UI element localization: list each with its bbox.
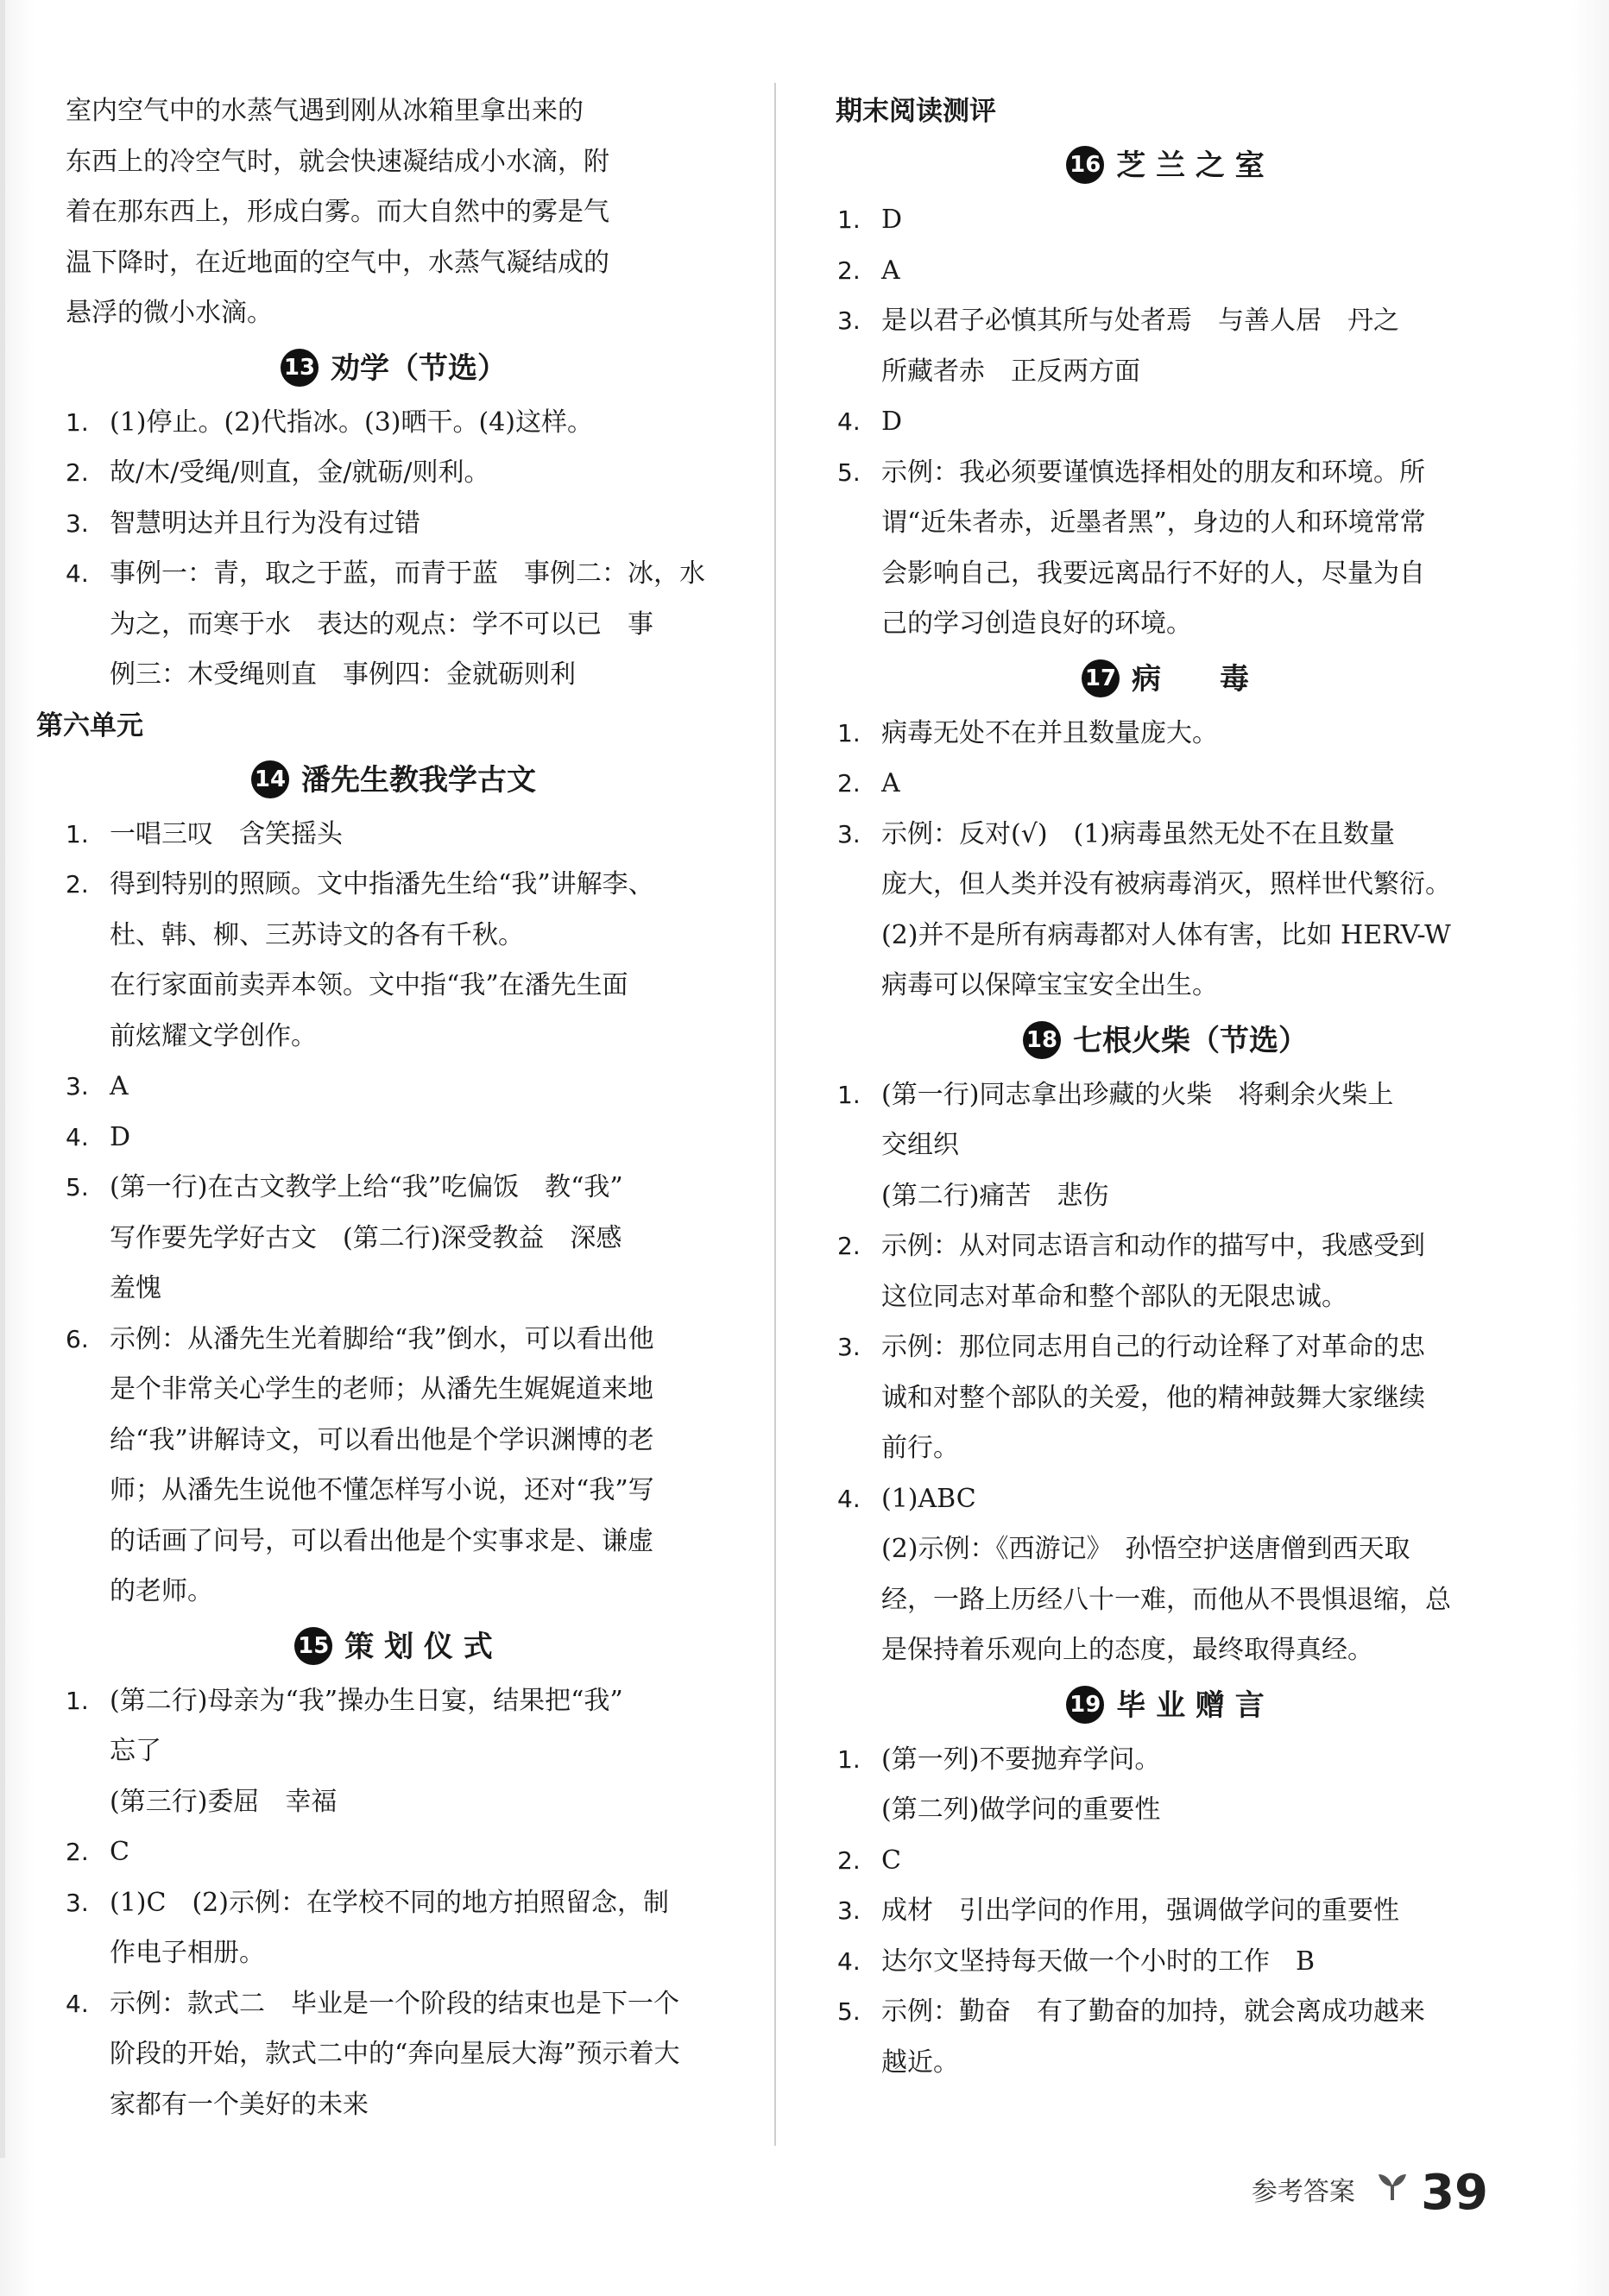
answer-line	[837, 2038, 1493, 2089]
answer-text: 交组织	[881, 1130, 959, 1160]
answer-text: A	[881, 255, 900, 286]
answer-line	[66, 1416, 722, 1467]
answer-line	[837, 709, 1493, 760]
answer-text: 得到特别的照顾。文中指潘先生给“我”讲解李、	[110, 869, 654, 899]
answer-line	[837, 1322, 1493, 1373]
answer-number: 2.	[66, 870, 89, 899]
answer-line	[66, 810, 722, 861]
answer-number: 2.	[837, 769, 861, 798]
page-number: 39	[1421, 2165, 1488, 2221]
lesson-title-18	[837, 1012, 1493, 1070]
answer-line	[837, 195, 1493, 246]
answer-line	[66, 1567, 722, 1618]
answer-line	[66, 1012, 722, 1063]
footer-label: 参考答案	[1251, 2177, 1355, 2207]
lesson-title-text: 七根火柴（节选）	[1073, 1023, 1308, 1058]
answer-number: 1.	[66, 407, 89, 437]
answer-line	[66, 1062, 722, 1113]
answer-line	[66, 1928, 722, 1979]
answer-line	[837, 1937, 1493, 1988]
answer-number: 5.	[66, 1173, 89, 1202]
binding-edge	[0, 0, 5, 2158]
answer-text: (第一列)不要抛弃学问。	[881, 1744, 1161, 1775]
answer-text: (1)C (2)示例：在学校不同的地方拍照留念，制	[110, 1887, 669, 1918]
lesson-title-14	[66, 751, 722, 810]
answer-number: 1.	[837, 1744, 861, 1774]
answer-text: A	[110, 1071, 129, 1101]
lesson-title-text: 毕 业 赠 言	[1116, 1687, 1265, 1723]
answer-text: (第一行)在古文教学上给“我”吃偏饭 教“我”	[110, 1172, 623, 1202]
answer-number: 1.	[837, 205, 861, 234]
answer-number: 6.	[66, 1324, 89, 1353]
answer-line	[837, 1524, 1493, 1575]
answer-line	[66, 1315, 722, 1366]
answer-text: C	[110, 1837, 129, 1867]
answer-text: 病毒无处不在并且数量庞大。	[881, 717, 1218, 748]
answer-line	[837, 296, 1493, 347]
answer-line	[837, 1423, 1493, 1474]
answer-number: 3.	[837, 819, 861, 848]
answer-text: D	[881, 205, 903, 235]
answer-text: 杜、韩、柳、三苏诗文的各有千秋。	[110, 919, 524, 950]
answer-text: 师；从潘先生说他不懂怎样写小说，还对“我”写	[110, 1475, 654, 1505]
answer-number: 1.	[66, 1686, 89, 1715]
answer-text: (1)停止。(2)代指冰。(3)晒干。(4)这样。	[110, 407, 593, 438]
answer-number: 3.	[66, 1072, 89, 1101]
answer-text: 是个非常关心学生的老师；从潘先生娓娓道来地	[110, 1374, 653, 1404]
answer-line	[837, 1221, 1493, 1272]
answer-line	[66, 1214, 722, 1265]
answer-text: 写作要先学好古文 (第二行)深受教益 深感	[110, 1222, 622, 1253]
answer-text: 经，一路上历经八十一难，而他从不畏惧退缩，总	[881, 1584, 1451, 1615]
continuation-line: 着在那东西上，形成白雾。而大自然中的雾是气	[66, 197, 609, 227]
answer-line	[837, 1785, 1493, 1836]
answer-line	[837, 1575, 1493, 1626]
answer-line	[837, 759, 1493, 810]
answer-text: 所藏者赤 正反两方面	[881, 356, 1140, 387]
answer-number: 2.	[837, 255, 861, 285]
answer-line	[66, 2029, 722, 2080]
answer-line	[66, 650, 722, 701]
answer-line	[837, 498, 1493, 549]
lesson-number-badge: 15	[294, 1627, 332, 1665]
page-footer	[1252, 2165, 1488, 2221]
continuation-line: 东西上的冷空气时，就会快速凝结成小水滴，附	[66, 146, 609, 177]
answer-line	[837, 961, 1493, 1012]
answer-line	[66, 961, 722, 1012]
answer-line	[837, 246, 1493, 297]
answer-line	[837, 1625, 1493, 1676]
answer-text: (第三行)委屈 幸福	[110, 1786, 338, 1817]
right-column	[837, 86, 1493, 2088]
lesson-number-badge: 17	[1082, 659, 1120, 697]
answer-text: 会影响自己，我要远离品行不好的人，尽量为自	[881, 558, 1425, 589]
answer-text: 庞大，但人类并没有被病毒消灭，照样世代繁衍。	[881, 869, 1451, 899]
answer-text: (2)并不是所有病毒都对人体有害，比如 HERV-W	[881, 919, 1451, 950]
answer-text: 示例：我必须要谨慎选择相处的朋友和环境。所	[881, 457, 1425, 488]
final-reading-test-title: 期末阅读测评	[836, 96, 996, 127]
answer-number: 1.	[837, 1080, 861, 1109]
answer-line	[837, 1171, 1493, 1222]
answer-line	[66, 1113, 722, 1164]
answer-line	[837, 1474, 1493, 1525]
answer-text: (第二列)做学问的重要性	[881, 1795, 1161, 1825]
lesson-title-17	[837, 650, 1493, 709]
answer-number: 3.	[66, 508, 89, 538]
answer-line	[837, 1886, 1493, 1937]
lesson-number-badge: 16	[1066, 146, 1104, 184]
answer-number: 3.	[66, 1888, 89, 1917]
answer-text: C	[881, 1845, 901, 1876]
answer-text: 事例一：青，取之于蓝，而青于蓝 事例二：冰，水	[110, 558, 705, 589]
answer-text: 示例：款式二 毕业是一个阶段的结束也是下一个	[110, 1988, 679, 2019]
answer-text: 羞愧	[110, 1273, 161, 1303]
left-column	[36, 86, 722, 2130]
answer-line	[66, 1264, 722, 1315]
answer-text: 达尔文坚持每天做一个小时的工作 B	[881, 1946, 1316, 1977]
answer-line	[66, 860, 722, 911]
answer-line	[66, 1777, 722, 1828]
answer-text: 为之，而寒于水 表达的观点：学不可以已 事	[110, 609, 653, 640]
answer-line	[837, 1836, 1493, 1887]
answer-text: (第二行)母亲为“我”操办生日宴，结果把“我”	[110, 1685, 623, 1716]
lesson-number-badge: 18	[1023, 1021, 1061, 1059]
answer-text: 示例：反对(√) (1)病毒虽然无处不在且数量	[881, 818, 1396, 849]
continuation-line: 温下降时，在近地面的空气中，水蒸气凝结成的	[66, 247, 609, 278]
answer-text: D	[110, 1121, 131, 1152]
answer-line	[837, 448, 1493, 499]
answer-text: 成材 引出学问的作用，强调做学问的重要性	[881, 1895, 1399, 1926]
continuation-line: 悬浮的微小水滴。	[66, 298, 273, 328]
answer-number: 4.	[66, 1122, 89, 1151]
answer-line	[66, 1726, 722, 1777]
answer-number: 4.	[66, 559, 89, 588]
lesson-title-text: 策 划 仪 式	[344, 1629, 493, 1664]
answer-text: 家都有一个美好的未来	[110, 2089, 369, 2120]
answer-line	[837, 860, 1493, 911]
answer-text: 智慧明达并且行为没有过错	[110, 508, 420, 539]
answer-line	[837, 1735, 1493, 1786]
answer-text: 己的学习创造良好的环境。	[881, 609, 1192, 639]
answer-line	[66, 1827, 722, 1878]
answer-line	[837, 1373, 1493, 1424]
answer-text: 的老师。	[110, 1576, 213, 1606]
lesson-title-text: 劝学（节选）	[331, 350, 507, 386]
answer-line	[66, 448, 722, 499]
answer-number: 5.	[837, 457, 861, 487]
answer-line	[66, 1466, 722, 1517]
answer-text: D	[881, 407, 903, 437]
answer-number: 5.	[837, 1997, 861, 2026]
lesson-title-19	[837, 1676, 1493, 1735]
answer-text: 的话画了问号，可以看出他是个实事求是、谦虚	[110, 1525, 653, 1556]
answer-number: 4.	[837, 407, 861, 436]
lesson-number-badge: 13	[281, 349, 319, 387]
lesson-title-16	[837, 136, 1493, 195]
answer-text: 示例：那位同志用自己的行动诠释了对革命的忠	[881, 1332, 1425, 1362]
unit-six-title: 第六单元	[36, 710, 143, 741]
answer-text: 前炫耀文学创作。	[110, 1020, 317, 1051]
lesson-title-13	[66, 339, 722, 398]
answer-number: 2.	[837, 1232, 861, 1260]
answer-line	[66, 1365, 722, 1416]
answer-text: 这位同志对革命和整个部队的无限忠诚。	[881, 1281, 1347, 1312]
lesson-title-text: 芝 兰 之 室	[1116, 148, 1265, 183]
answer-text: (第二行)痛苦 悲伤	[881, 1180, 1109, 1211]
answer-text: 例三：木受绳则直 事例四：金就砺则利	[110, 659, 576, 690]
column-divider	[774, 83, 776, 2146]
answer-number: 3.	[837, 1896, 861, 1925]
answer-line	[837, 911, 1493, 962]
answer-text: 一唱三叹 含笑摇头	[110, 818, 343, 849]
answer-line	[66, 911, 722, 962]
answer-number: 1.	[66, 819, 89, 848]
answer-line	[837, 1272, 1493, 1323]
answer-number: 2.	[66, 1838, 89, 1866]
answer-text: 忘了	[110, 1736, 161, 1766]
answer-line	[66, 2080, 722, 2131]
answer-text: 是保持着乐观向上的态度，最终取得真经。	[881, 1635, 1373, 1665]
answer-text: A	[881, 768, 900, 798]
answer-text: 示例：勤奋 有了勤奋的加持，就会离成功越来	[881, 1996, 1425, 2027]
answer-line	[837, 1987, 1493, 2038]
answer-text: 诚和对整个部队的关爱，他的精神鼓舞大家继续	[881, 1382, 1425, 1413]
lesson-title-text: 病 毒	[1132, 661, 1249, 697]
answer-text: (1)ABC	[881, 1483, 976, 1514]
answer-line	[837, 347, 1493, 398]
answer-line	[66, 1979, 722, 2030]
answer-text: 病毒可以保障宝宝安全出生。	[881, 970, 1218, 1000]
answer-text: 故/木/受绳/则直，金/就砺/则利。	[110, 457, 490, 488]
answer-text: 在行家面前卖弄本领。文中指“我”在潘先生面	[110, 970, 628, 1000]
answer-text: 示例：从潘先生光着脚给“我”倒水，可以看出他	[110, 1323, 654, 1354]
continuation-line: 室内空气中的水蒸气遇到刚从冰箱里拿出来的	[66, 96, 584, 126]
answer-text: 谓“近朱者赤，近墨者黑”，身边的人和环境常常	[881, 508, 1426, 538]
answer-line	[837, 1070, 1493, 1121]
answer-number: 1.	[837, 718, 861, 747]
answer-text: 是以君子必慎其所与处者焉 与善人居 丹之	[881, 306, 1399, 336]
answer-line	[66, 1163, 722, 1214]
answer-number: 2.	[837, 1845, 861, 1875]
answer-line	[837, 810, 1493, 861]
answer-number: 3.	[837, 1333, 861, 1361]
answer-line	[66, 398, 722, 449]
answer-line	[66, 1878, 722, 1929]
answer-line	[837, 1120, 1493, 1171]
answer-line	[837, 599, 1493, 650]
lesson-title-text: 潘先生教我学古文	[301, 762, 536, 798]
answer-line	[66, 499, 722, 550]
answer-number: 4.	[66, 1989, 89, 2018]
answer-line	[837, 549, 1493, 600]
answer-text: (第一行)同志拿出珍藏的火柴 将剩余火柴上	[881, 1079, 1394, 1110]
answer-text: 前行。	[881, 1433, 959, 1463]
answer-text: 阶段的开始，款式二中的“奔向星辰大海”预示着大	[110, 2039, 680, 2069]
sprout-icon	[1375, 2169, 1410, 2204]
answer-text: 示例：从对同志语言和动作的描写中，我感受到	[881, 1231, 1425, 1261]
answer-number: 4.	[837, 1484, 861, 1513]
answer-line	[66, 549, 722, 600]
answer-line	[66, 1517, 722, 1567]
lesson-number-badge: 19	[1066, 1686, 1104, 1724]
answer-number: 4.	[837, 1946, 861, 1976]
answer-line	[66, 600, 722, 651]
answer-text: 越近。	[881, 2047, 959, 2078]
answer-text: 给“我”讲解诗文，可以看出他是个学识渊博的老	[110, 1424, 654, 1455]
answer-line	[837, 397, 1493, 448]
answer-line	[66, 1676, 722, 1727]
answer-number: 3.	[837, 306, 861, 335]
lesson-number-badge: 14	[251, 760, 289, 798]
answer-number: 2.	[66, 458, 89, 487]
lesson-title-15	[66, 1618, 722, 1676]
answer-text: 作电子相册。	[110, 1938, 265, 1968]
answer-text: (2)示例：《西游记》 孙悟空护送唐僧到西天取	[881, 1534, 1410, 1564]
